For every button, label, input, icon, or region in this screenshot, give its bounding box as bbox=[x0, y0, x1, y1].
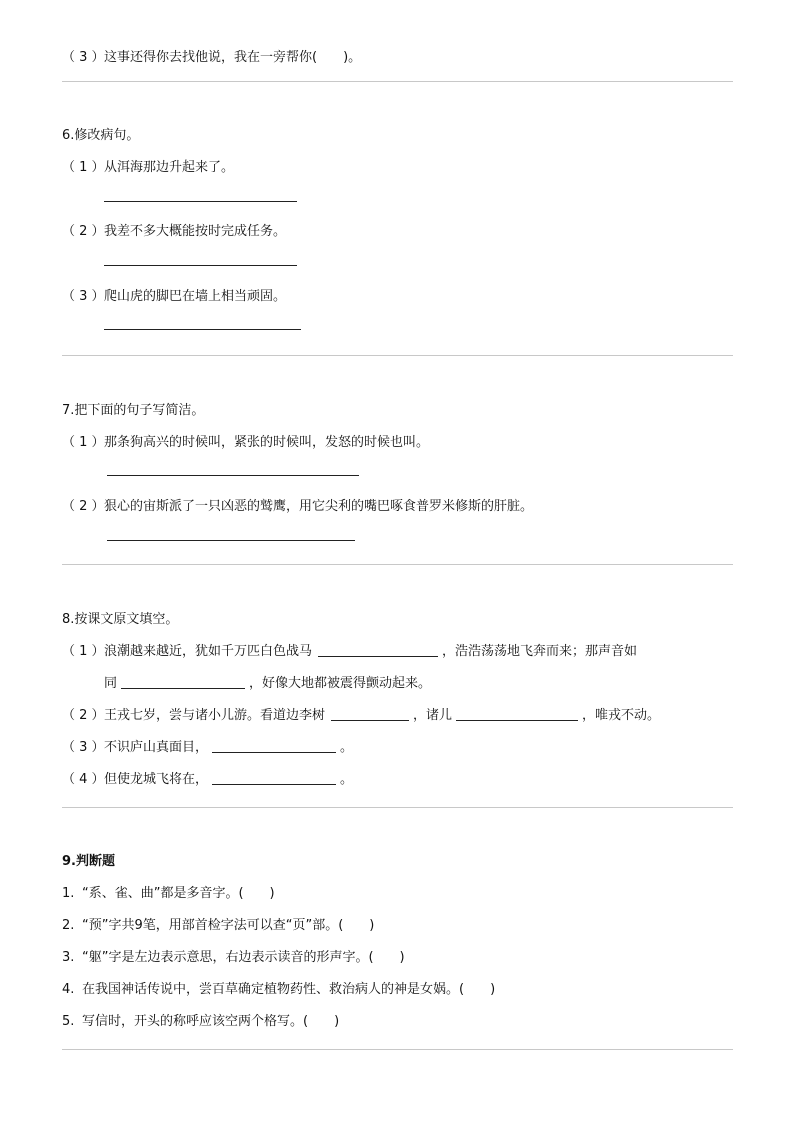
item-number: （ 2 ） bbox=[62, 224, 105, 239]
item-number: 4. bbox=[62, 982, 75, 997]
item-text: ，唯戎不动。 bbox=[582, 708, 661, 723]
q7-item-1 bbox=[62, 431, 429, 450]
item-number: （ 2 ） bbox=[62, 499, 105, 514]
q8-item-3 bbox=[62, 736, 353, 755]
item-text: 狠心的宙斯派了一只凶恶的鹫鹰，用它尖利的嘴巴啄食普罗米修斯的肝脏。 bbox=[104, 499, 534, 514]
item-text: 。 bbox=[340, 740, 354, 755]
item-number: 3. bbox=[62, 950, 75, 965]
item-number: （ 3 ） bbox=[62, 740, 105, 755]
q6-item-2 bbox=[62, 220, 286, 239]
q6-item-3 bbox=[62, 285, 286, 304]
item-text: 写信时，开头的称呼应该空两个格写。( ) bbox=[82, 1014, 340, 1029]
answer-line[interactable] bbox=[104, 265, 297, 266]
item-text: 爬山虎的脚巴在墙上相当顽固。 bbox=[104, 289, 287, 304]
q9-item-3 bbox=[62, 946, 405, 965]
item-text: 那条狗高兴的时候叫，紧张的时候叫，发怒的时候也叫。 bbox=[104, 435, 430, 450]
item-text: “躯”字是左边表示意思，右边表示读音的形声字。( ) bbox=[82, 950, 405, 965]
fill-blank[interactable] bbox=[212, 738, 336, 753]
fill-blank[interactable] bbox=[331, 706, 409, 721]
q9-title: 9.判断题 bbox=[62, 854, 115, 869]
q7-title: 7.把下面的句子写简洁。 bbox=[62, 403, 205, 418]
item-text: 浪潮越来越近，犹如千万匹白色战马 bbox=[104, 644, 313, 659]
item-text: ，浩浩荡荡地飞奔而来；那声音如 bbox=[442, 644, 638, 659]
item-text: 从洱海那边升起来了。 bbox=[104, 160, 235, 175]
answer-line[interactable] bbox=[107, 475, 359, 476]
q8-title: 8.按课文原文填空。 bbox=[62, 612, 179, 627]
item-number: 5. bbox=[62, 1014, 75, 1029]
item-number: （ 2 ） bbox=[62, 708, 105, 723]
section-divider bbox=[62, 81, 733, 82]
item-text: “系、雀、曲”都是多音字。( ) bbox=[82, 886, 275, 901]
section-divider bbox=[62, 355, 733, 356]
item-number: （ 3 ） bbox=[62, 50, 105, 65]
answer-line[interactable] bbox=[104, 329, 301, 330]
section-divider bbox=[62, 1049, 733, 1050]
item-number: 1. bbox=[62, 886, 75, 901]
item-number: 2. bbox=[62, 918, 75, 933]
q7-item-2 bbox=[62, 495, 533, 514]
q8-item-1-line-1 bbox=[62, 640, 637, 659]
item-text: “预”字共9笔，用部首检字法可以查“页”部。( ) bbox=[82, 918, 375, 933]
item-text: 王戎七岁，尝与诸小儿游。看道边李树 bbox=[104, 708, 326, 723]
q6-item-1 bbox=[62, 156, 234, 175]
q8-item-2 bbox=[62, 704, 660, 723]
item-text: 同 bbox=[104, 676, 118, 691]
item-number: （ 1 ） bbox=[62, 435, 105, 450]
q9-item-4 bbox=[62, 978, 495, 997]
item-text: 我差不多大概能按时完成任务。 bbox=[104, 224, 287, 239]
q6-title: 6.修改病句。 bbox=[62, 128, 140, 143]
fill-blank[interactable] bbox=[318, 642, 438, 657]
item-number: （ 1 ） bbox=[62, 160, 105, 175]
item-text: 但使龙城飞将在， bbox=[104, 772, 209, 787]
q9-item-5 bbox=[62, 1010, 339, 1029]
answer-line[interactable] bbox=[107, 540, 355, 541]
fill-blank[interactable] bbox=[121, 674, 245, 689]
q9-item-1 bbox=[62, 882, 275, 901]
item-number: （ 1 ） bbox=[62, 644, 105, 659]
q8-item-1-line-2 bbox=[104, 672, 431, 691]
item-text: 不识庐山真面目， bbox=[104, 740, 209, 755]
fill-blank[interactable] bbox=[456, 706, 578, 721]
item-number: （ 3 ） bbox=[62, 289, 105, 304]
item-text: 。 bbox=[340, 772, 354, 787]
q5-item-3 bbox=[62, 46, 361, 65]
item-number: （ 4 ） bbox=[62, 772, 105, 787]
answer-line[interactable] bbox=[104, 201, 297, 202]
fill-blank[interactable] bbox=[212, 770, 336, 785]
item-text: ，好像大地都被震得颤动起来。 bbox=[249, 676, 432, 691]
section-divider bbox=[62, 564, 733, 565]
q8-item-4 bbox=[62, 768, 353, 787]
section-divider bbox=[62, 807, 733, 808]
q9-item-2 bbox=[62, 914, 374, 933]
item-text: ，诸儿 bbox=[413, 708, 453, 723]
item-text: 这事还得你去找他说，我在一旁帮你( )。 bbox=[104, 50, 362, 65]
item-text: 在我国神话传说中，尝百草确定植物药性、救治病人的神是女娲。( ) bbox=[82, 982, 496, 997]
